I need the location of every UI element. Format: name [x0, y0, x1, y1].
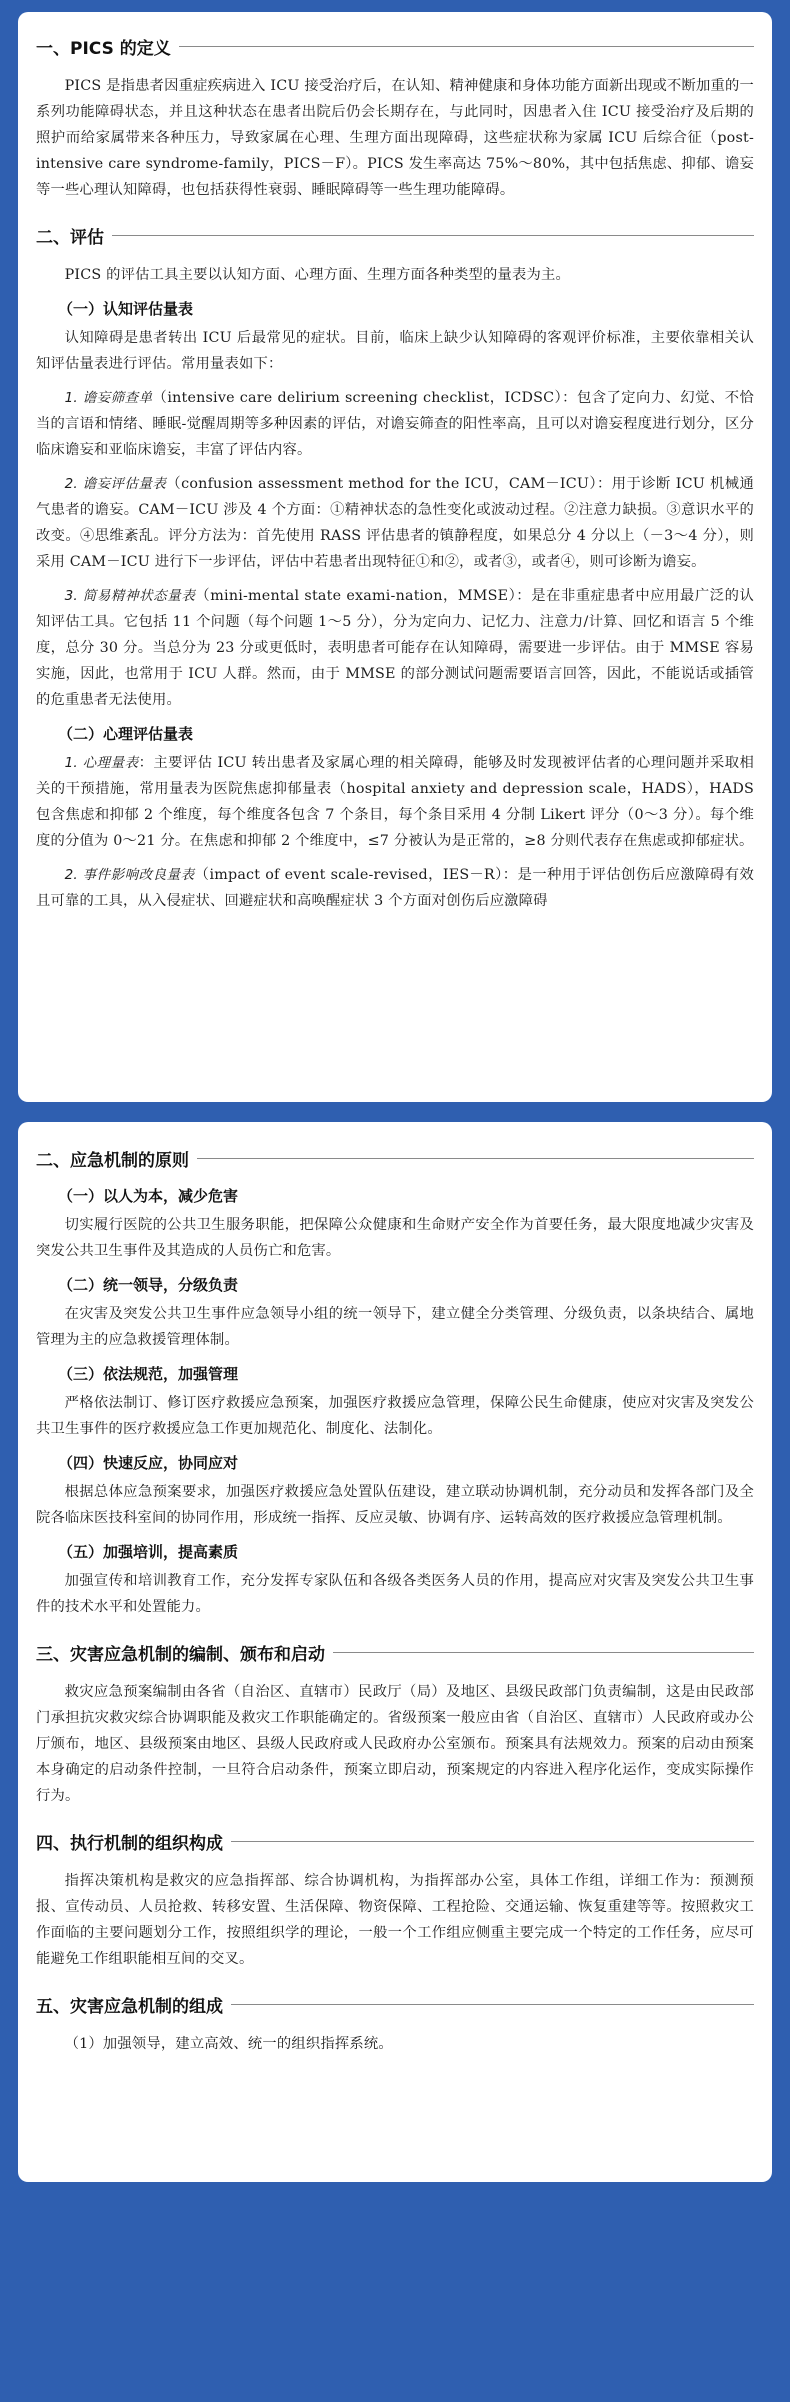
- paragraph: 认知障碍是患者转出 ICU 后最常见的症状。目前，临床上缺少认知障碍的客观评价标准，主要依靠相关认知评估量表进行评估。常用量表如下：: [36, 330, 754, 372]
- subsection-title: （五）加强培训，提高素质: [58, 1543, 239, 1561]
- section-title: [36, 1829, 754, 1854]
- section-title: [36, 1640, 754, 1665]
- paragraph: 严格依法制订、修订医疗救援应急预案，加强医疗救援应急管理，保障公民生命健康，使应对灾害及突发公共卫生事件的医疗救援应急工作更加规范化、制度化、法制化。: [36, 1395, 754, 1437]
- item-lead: 1. 谵妄筛查单: [64, 390, 153, 406]
- title-rule: [231, 1841, 754, 1842]
- paragraph: [36, 750, 754, 854]
- paragraph: （1）加强领导，建立高效、统一的组织指挥系统。: [64, 2036, 393, 2052]
- item-text: （impact of event scale-revised，IES－R）：是一种用于评估创伤后应激障碍有效且可靠的工具，从入侵症状、回避症状和高唤醒症状 3 个方面对创伤后应激障碍: [36, 867, 754, 909]
- subsection-title: （二）心理评估量表: [58, 725, 194, 743]
- item-text: （confusion assessment method for the ICU，CAM－ICU）：用于诊断 ICU 机械通气患者的谵妄。CAM－ICU 涉及 4 个方面：①精神状态的急性变化或波动过程。②注意力缺损。③意识水平的改变。④思维紊乱。评分方法为：首先使用 RASS 评估患者的镇静程度，如果总分 4 分以上（－3～4 分），则采用 CAM－ICU 进行下一步评估，评估中若患者出现特征①和②，或者③，或者④，则可诊断为谵妄。: [36, 476, 754, 570]
- section-title-text: 二、评估: [36, 228, 104, 248]
- section-title-text: 二、应急机制的原则: [36, 1151, 189, 1171]
- section-title-text: 三、灾害应急机制的编制、颁布和启动: [36, 1645, 325, 1665]
- section-title-text: 五、灾害应急机制的组成: [36, 1997, 223, 2017]
- item-lead: 1. 心理量表: [64, 755, 139, 771]
- item-text: （intensive care delirium screening checklist，ICDSC）：包含了定向力、幻觉、不恰当的言语和情绪、睡眠-觉醒周期等多种因素的评估，对谵妄筛查的阳性率高，且可以对谵妄程度进行划分，区分临床谵妄和亚临床谵妄，丰富了评估内容。: [36, 390, 754, 458]
- page-card-pics: [18, 12, 772, 1102]
- section-title: [36, 1992, 754, 2017]
- title-rule: [112, 235, 754, 236]
- title-rule: [333, 1652, 754, 1653]
- paragraph: 在灾害及突发公共卫生事件应急领导小组的统一领导下，建立健全分类管理、分级负责，以条块结合、属地管理为主的应急救援管理体制。: [36, 1306, 754, 1348]
- page-card-emergency: [18, 1122, 772, 2182]
- section-title: [36, 34, 754, 59]
- paragraph: 救灾应急预案编制由各省（自治区、直辖市）民政厅（局）及地区、县级民政部门负责编制，这是由民政部门承担抗灾救灾综合协调职能及救灾工作职能确定的。省级预案一般应由省（自治区、直辖市）人民政府或办公厅颁布，地区、县级预案由地区、县级人民政府或人民政府办公室颁布。预案具有法规效力。预案的启动由预案本身确定的启动条件控制，一旦符合启动条件，预案立即启动，预案规定的内容进入程序化运作，变成实际操作行为。: [36, 1684, 754, 1804]
- item-lead: 2. 事件影响改良量表: [64, 867, 195, 883]
- item-text: ：主要评估 ICU 转出患者及家属心理的相关障碍，能够及时发现被评估者的心理问题并采取相关的干预措施，常用量表为医院焦虑抑郁量表（hospital anxiety and depression scale，HADS），HADS 包含焦虑和抑郁 2 个维度，每个维度各包含 7 个条目，每个条目采用 4 分制 Likert 评分（0～3 分）。每个维度的分值为 0～21 分。在焦虑和抑郁 2 个维度中，≤7 分被认为是正常的，≥8 分则代表存在焦虑或抑郁症状。: [36, 755, 754, 849]
- section-title-text: 一、PICS 的定义: [36, 39, 171, 59]
- section-title: [36, 1146, 754, 1171]
- subsection-title: （三）依法规范，加强管理: [58, 1365, 239, 1383]
- title-rule: [179, 46, 754, 47]
- item-lead: 3. 简易精神状态量表: [64, 588, 196, 604]
- paragraph: [36, 385, 754, 463]
- title-rule: [197, 1158, 754, 1159]
- title-rule: [231, 2004, 754, 2005]
- subsection-title: （一）以人为本，减少危害: [58, 1187, 239, 1205]
- paragraph: 根据总体应急预案要求，加强医疗救援应急处置队伍建设，建立联动协调机制，充分动员和发挥各部门及全院各临床医技科室间的协同作用，形成统一指挥、反应灵敏、协调有序、运转高效的医疗救援应急管理机制。: [36, 1484, 754, 1526]
- subsection-title: （四）快速反应，协同应对: [58, 1454, 239, 1472]
- paragraph: 切实履行医院的公共卫生服务职能，把保障公众健康和生命财产安全作为首要任务，最大限度地减少灾害及突发公共卫生事件及其造成的人员伤亡和危害。: [36, 1217, 754, 1259]
- paragraph: [36, 862, 754, 914]
- item-text: （mini-mental state exami-nation，MMSE）：是在非重症患者中应用最广泛的认知评估工具。它包括 11 个问题（每个问题 1～5 分），分为定向力、记忆力、注意力/计算、回忆和语言 5 个维度，总分 30 分。当总分为 23 分或更低时，表明患者可能存在认知障碍，需要进一步评估。由于 MMSE 容易实施，因此，也常用于 ICU 人群。然而，由于 MMSE 的部分测试问题需要语言回答，因此，不能说话或插管的危重患者无法使用。: [36, 588, 754, 708]
- subsection-title: （二）统一领导，分级负责: [58, 1276, 239, 1294]
- paragraph: [36, 471, 754, 575]
- paragraph: PICS 是指患者因重症疾病进入 ICU 接受治疗后，在认知、精神健康和身体功能方面新出现或不断加重的一系列功能障碍状态，并且这种状态在患者出院后仍会长期存在，与此同时，因患者入住 ICU 接受治疗及后期的照护而给家属带来各种压力，导致家属在心理、生理方面出现障碍，这些症状称为家属 ICU 后综合征（post-intensive care syndrome-family，PICS－F）。PICS 发生率高达 75%～80%，其中包括焦虑、抑郁、谵妄等一些心理认知障碍，也包括获得性衰弱、睡眠障碍等一些生理功能障碍。: [36, 78, 754, 198]
- paragraph: 加强宣传和培训教育工作，充分发挥专家队伍和各级各类医务人员的作用，提高应对灾害及突发公共卫生事件的技术水平和处置能力。: [36, 1573, 754, 1615]
- paragraph: 指挥决策机构是救灾的应急指挥部、综合协调机构，为指挥部办公室，具体工作组，详细工作为：预测预报、宣传动员、人员抢救、转移安置、生活保障、物资保障、工程抢险、交通运输、恢复重建等等。按照救灾工作面临的主要问题划分工作，按照组织学的理论，一般一个工作组应侧重主要完成一个特定的工作任务，应尽可能避免工作组职能相互间的交叉。: [36, 1873, 754, 1967]
- subsection-title: （一）认知评估量表: [58, 300, 194, 318]
- section-title-text: 四、执行机制的组织构成: [36, 1834, 223, 1854]
- paragraph: PICS 的评估工具主要以认知方面、心理方面、生理方面各种类型的量表为主。: [64, 267, 571, 283]
- section-title: [36, 223, 754, 248]
- paragraph: [36, 583, 754, 713]
- item-lead: 2. 谵妄评估量表: [64, 476, 167, 492]
